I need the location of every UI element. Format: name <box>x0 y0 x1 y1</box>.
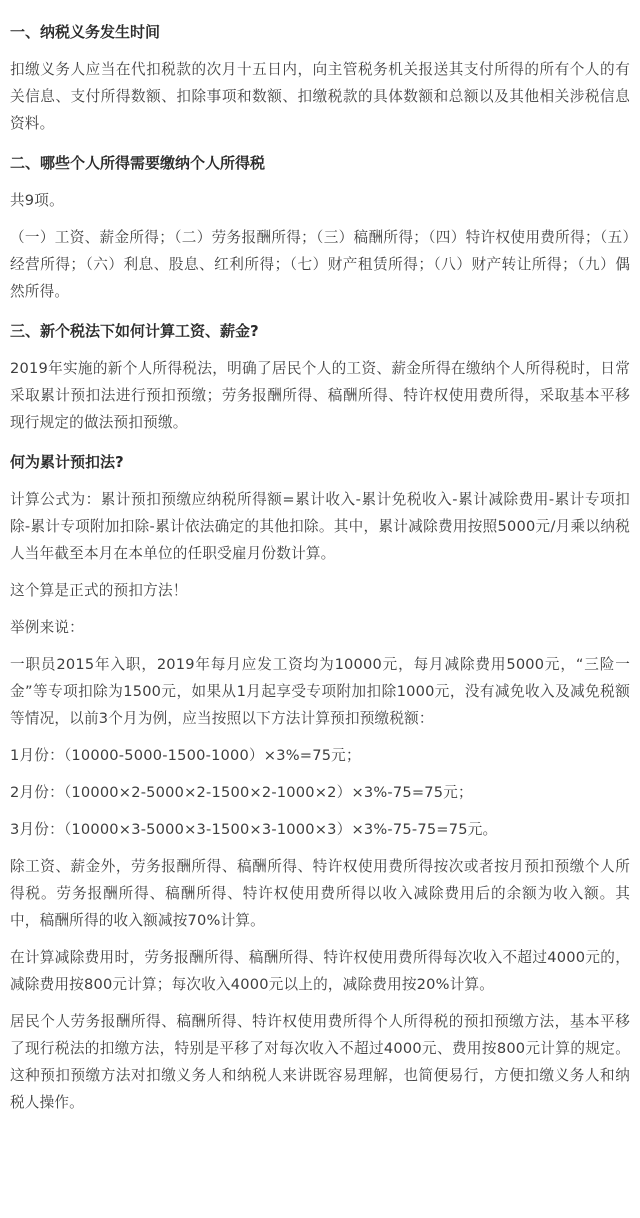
paragraph-income-list: （一）工资、薪金所得；（二）劳务报酬所得；（三）稿酬所得；（四）特许权使用费所得；（五）经营所得；（六）利息、股息、红利所得；（七）财产租赁所得；（八）财产转让所得；（九）偶然所得。 <box>10 229 630 300</box>
section-heading-cumulative-method: 何为累计预扣法? <box>10 453 124 471</box>
paragraph-january: 1月份：（10000-5000-1500-1000）×3%=75元； <box>10 747 361 764</box>
paragraph-reporting-deadline: 扣缴义务人应当在代扣税款的次月十五日内，向主管税务机关报送其支付所得的所有个人的有关信息、支付所得数额、扣除事项和数额、扣缴税款的具体数额和总额以及其他相关涉税信息资料。 <box>10 61 630 132</box>
paragraph-other-income: 除工资、薪金外，劳务报酬所得、稿酬所得、特许权使用费所得按次或者按月预扣预缴个人所得税。劳务报酬所得、稿酬所得、特许权使用费所得以收入减除费用后的余额为收入额。其中，稿酬所得的收入额减按70%计算。 <box>10 858 630 929</box>
paragraph-nine-items: 共9项。 <box>10 192 64 209</box>
paragraph-february: 2月份：（10000×2-5000×2-1500×2-1000×2）×3%-75=75元； <box>10 784 473 801</box>
paragraph-withholding-method: 居民个人劳务报酬所得、稿酬所得、特许权使用费所得个人所得税的预扣预缴方法，基本平移了现行税法的扣缴方法，特别是平移了对每次收入不超过4000元、费用按800元计算的规定。这种预扣预缴方法对扣缴义务人和纳税人来讲既容易理解，也简便易行，方便扣缴义务人和纳税人操作。 <box>10 1013 630 1111</box>
paragraph-official-method: 这个算是正式的预扣方法！ <box>10 582 188 599</box>
paragraph-example-intro: 举例来说： <box>10 619 84 636</box>
paragraph-new-tax-law: 2019年实施的新个人所得税法，明确了居民个人的工资、薪金所得在缴纳个人所得税时，日常采取累计预扣法进行预扣预缴；劳务报酬所得、稿酬所得、特许权使用费所得，采取基本平移现行规定的做法预扣预缴。 <box>10 360 630 431</box>
section-heading-tax-obligation-time: 一、纳税义务发生时间 <box>10 23 161 41</box>
section-heading-taxable-income: 二、哪些个人所得需要缴纳个人所得税 <box>10 154 266 172</box>
paragraph-deduction-rules: 在计算减除费用时，劳务报酬所得、稿酬所得、特许权使用费所得每次收入不超过4000元的，减除费用按800元计算；每次收入4000元以上的，减除费用按20%计算。 <box>10 949 630 993</box>
section-heading-salary-calculation: 三、新个税法下如何计算工资、薪金? <box>10 322 259 340</box>
paragraph-example: 一职员2015年入职，2019年每月应发工资均为10000元，每月减除费用5000元，“三险一金”等专项扣除为1500元，如果从1月起享受专项附加扣除1000元，没有减免收入及减免税额等情况，以前3个月为例，应当按照以下方法计算预扣预缴税额： <box>10 656 630 727</box>
paragraph-march: 3月份：（10000×3-5000×3-1500×3-1000×3）×3%-75-75=75元。 <box>10 821 498 838</box>
paragraph-formula: 计算公式为：累计预扣预缴应纳税所得额=累计收入-累计免税收入-累计减除费用-累计专项扣除-累计专项附加扣除-累计依法确定的其他扣除。其中，累计减除费用按照5000元/月乘以纳税人当年截至本月在本单位的任职受雇月份数计算。 <box>10 491 630 562</box>
